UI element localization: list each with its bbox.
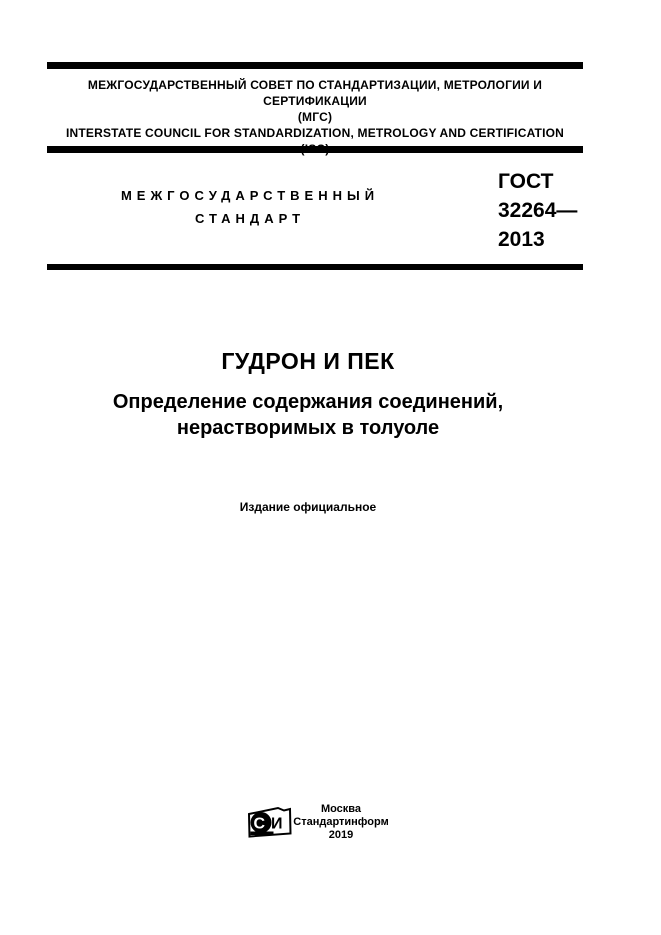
org-header bbox=[47, 77, 583, 157]
org-name-en: INTERSTATE COUNCIL FOR STANDARDIZATION, METROLOGY AND CERTIFICATION bbox=[65, 126, 565, 140]
org-name-ru: МЕЖГОСУДАРСТВЕННЫЙ СОВЕТ ПО СТАНДАРТИЗАЦИИ, МЕТРОЛОГИИ И СЕРТИФИКАЦИИ bbox=[87, 78, 543, 108]
imprint bbox=[0, 800, 661, 860]
standard-kind bbox=[47, 184, 453, 230]
standard-kind-line2: СТАНДАРТ bbox=[194, 211, 306, 226]
document-subtitle-line2: нерастворимых в толуоле bbox=[176, 417, 440, 439]
svg-text:И: И bbox=[271, 815, 283, 833]
imprint-city: Москва bbox=[320, 803, 362, 815]
imprint-publisher: Стандартинформ bbox=[293, 816, 389, 828]
top-rule bbox=[47, 62, 583, 69]
standard-kind-line1: МЕЖГОСУДАРСТВЕННЫЙ bbox=[120, 188, 380, 203]
imprint-text bbox=[281, 803, 401, 842]
document-subtitle-line1: Определение содержания соединений, bbox=[112, 391, 504, 413]
lower-rule bbox=[47, 264, 583, 270]
standard-code-prefix: ГОСТ bbox=[498, 170, 554, 193]
org-abbr-ru: (МГС) bbox=[297, 110, 333, 124]
middle-rule bbox=[47, 146, 583, 153]
imprint-year: 2019 bbox=[328, 829, 354, 841]
svg-text:C: C bbox=[253, 815, 266, 833]
standard-code-year: 2013 bbox=[498, 228, 545, 251]
document-subtitle bbox=[47, 389, 569, 441]
standard-code-number: 32264— bbox=[498, 199, 578, 222]
edition-note: Издание официальное bbox=[239, 500, 377, 514]
standard-code bbox=[498, 167, 588, 254]
document-title: ГУДРОН И ПЕК bbox=[221, 348, 395, 374]
